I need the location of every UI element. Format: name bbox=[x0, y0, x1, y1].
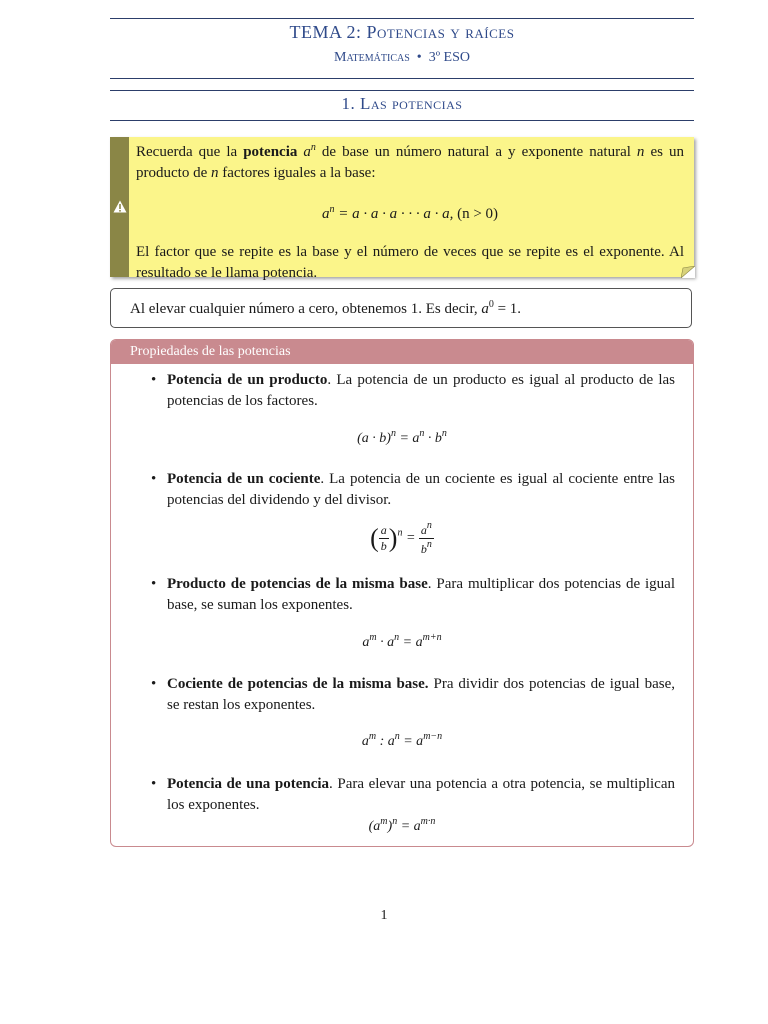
page-title: TEMA 2: Potencias y raíces bbox=[289, 22, 515, 42]
property-item: • Cociente de potencias de la misma base. Pra dividir dos potencias de igual base, se restan los exponentes. bbox=[151, 676, 676, 713]
formula-quotient-same-base: $a^m$ : $a^n = a^{m-n}$ bbox=[361, 731, 443, 749]
formula-product-power: $(a \cdot b)^n = a^n \cdot b^n$ bbox=[357, 428, 447, 446]
property-item: • Potencia de una potencia. Para elevar una potencia a otra potencia, se multiplican los exponentes. bbox=[151, 776, 675, 813]
subject-label: Matemáticas bbox=[334, 50, 410, 65]
warning-icon bbox=[113, 198, 127, 217]
properties-box bbox=[110, 339, 694, 847]
separator-bullet: • bbox=[416, 50, 422, 65]
note-formula: $a^n = a \cdot a \cdot a$ · · · a · a, (n > 0) bbox=[321, 204, 499, 222]
formula-quotient-power: ( $\frac{a}{b}$ )$^n$ = $\frac{a^n}{b^n}$ bbox=[370, 520, 432, 556]
zero-exponent-text: Al elevar cualquier número a cero, obtenemos 1. Es decir, $a^0 = 1$. bbox=[130, 298, 522, 317]
properties-header: Propiedades de las potencias bbox=[111, 340, 693, 364]
page-subtitle bbox=[110, 50, 694, 66]
top-rule bbox=[110, 18, 694, 19]
property-item: • Potencia de un cociente. La potencia de un cociente es igual al cociente entre las potencias del dividendo y del divisor. bbox=[151, 471, 676, 508]
property-item: • Producto de potencias de la misma base. Para multiplicar dos potencias de igual base, se suman los exponentes. bbox=[151, 576, 675, 613]
reminder-note bbox=[110, 137, 694, 281]
page-number: 1 bbox=[380, 908, 388, 923]
property-item: • Potencia de un producto. La potencia de un producto es igual al producto de las potencias de los factores. bbox=[151, 372, 676, 409]
note-paragraph-2: El factor que se repite es la base y el número de veces que se repite es el exponente. Al resultado se le llama potencia. bbox=[136, 244, 684, 281]
note-paragraph-1: Recuerda que la potencia $a^n$ de base un número natural a y exponente natural n es un producto de n factores iguales a la base: bbox=[136, 142, 684, 181]
formula-product-same-base: $a^m \cdot a^n = a^{m+n}$ bbox=[362, 632, 442, 650]
note-text bbox=[136, 137, 684, 284]
section-title: 1. Las potencias bbox=[341, 94, 463, 113]
zero-exponent-box bbox=[110, 288, 692, 328]
note-fold-corner bbox=[681, 266, 695, 278]
formula-power-of-power: $(a^m)^n = a^{m\cdot n}$ bbox=[368, 816, 436, 834]
subtitle-rule bbox=[110, 78, 694, 79]
section-rule-bottom bbox=[110, 120, 694, 121]
note-sidebar bbox=[110, 137, 129, 277]
section-rule-top bbox=[110, 90, 694, 91]
course-label: 3º ESO bbox=[428, 50, 470, 65]
